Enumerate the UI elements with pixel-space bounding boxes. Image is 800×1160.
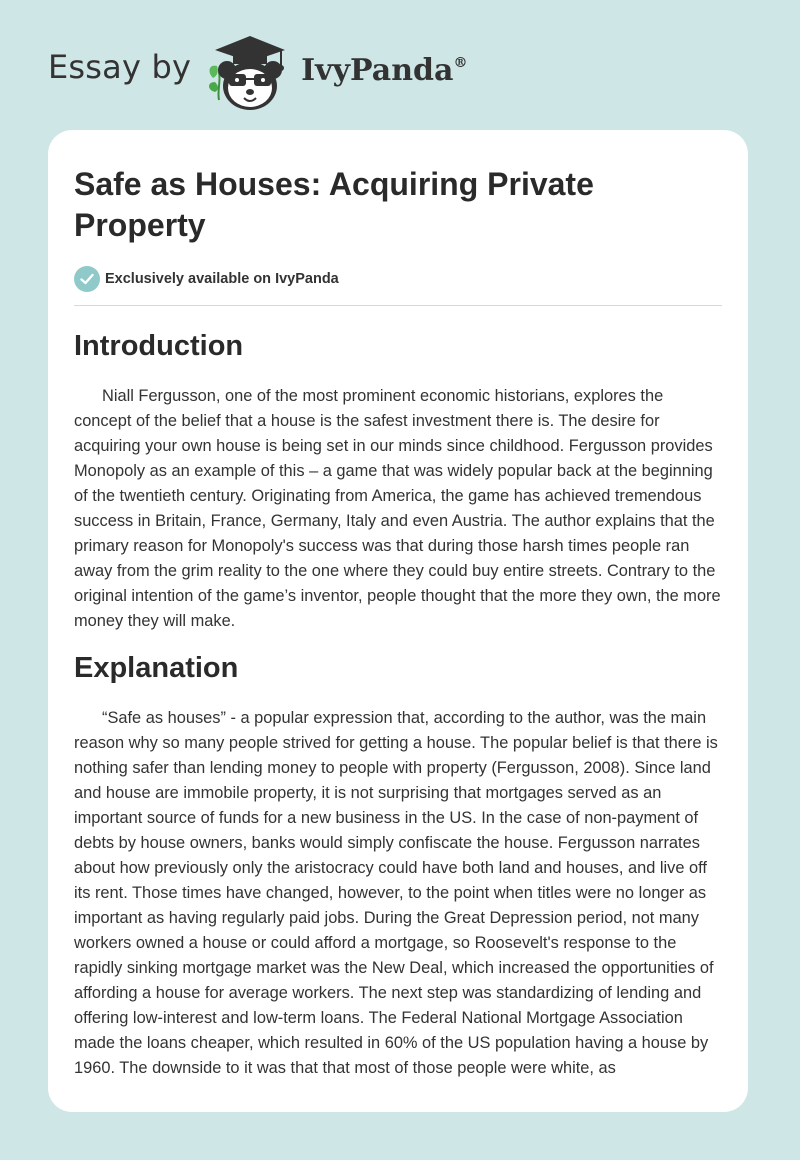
essay-card — [48, 130, 748, 1112]
site-header — [48, 32, 467, 112]
page-title: Safe as Houses: Acquiring Private Property — [74, 166, 594, 243]
section-heading-explanation: Explanation — [74, 652, 239, 684]
essay-by-label: Essay by — [48, 48, 192, 86]
section-body-explanation: “Safe as houses” - a popular expression that, according to the author, was the main reason why so many people strived for getting a house. The popular belief is that there is nothing safer than lending money to people with property (Fergusson, 2008). Since land and house are immobile property, it is not surprising that mortgages served as an important source of funds for a new business in the US. In the case of non-payment of debts by house owners, banks would simply confiscate the house. Fergusson narrates about how previously only the aristocracy could have both land and houses, and live off its rent. Those times have changed, however, to the point when titles were no longer as important as having regularly paid jobs. During the Great Depression period, not many workers owned a house or could afford a mortgage, so Roosevelt's response to the rapidly sinking mortgage market was the New Deal, which increased the opportunities of affording a house for average workers. The next step was standardizing of lending and offering low-interest and low-term loans. The Federal National Mortgage Association made the loans cheaper, which resulted in 60% of the US population having a house by 1960. The downside to it was that that most of those people were white, as — [74, 709, 718, 1077]
ivypanda-logo-icon[interactable] — [205, 32, 295, 112]
exclusive-badge — [74, 266, 722, 306]
exclusive-label: Exclusively available on IvyPanda — [105, 271, 339, 287]
brand-name[interactable]: IvyPanda® — [301, 52, 468, 88]
check-icon — [74, 266, 100, 292]
section-heading-introduction: Introduction — [74, 330, 244, 362]
section-body-introduction: Niall Fergusson, one of the most prominent economic historians, explores the concept of the belief that a house is the safest investment there is. The desire for acquiring your own house is being set in our minds since childhood. Fergusson provides Monopoly as an example of this – a game that was widely popular back at the beginning of the twentieth century. Originating from America, the game has achieved tremendous success in Britain, France, Germany, Italy and even Austria. The author explains that the primary reason for Monopoly's success was that during those harsh times people ran away from the grim reality to the one where they could buy entire streets. Contrary to the original intention of the game’s inventor, people thought that the more they own, the more money they will make. — [74, 387, 721, 630]
